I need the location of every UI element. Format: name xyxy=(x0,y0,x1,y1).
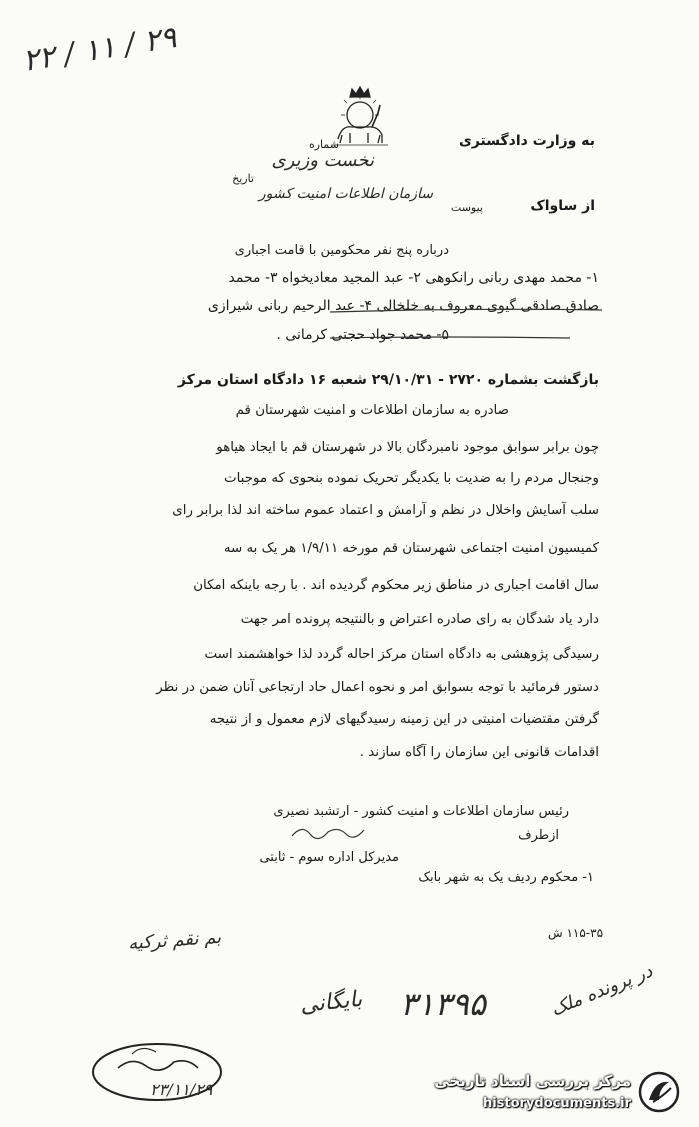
body-line-7: رسیدگی پژوهشی به دادگاه استان مرکز احاله گردد لذا خواهشمند است xyxy=(204,647,599,662)
seal-date: ۲۳/۱۱/۲۹ xyxy=(150,1080,213,1099)
body-line-9: گرفتن مقتضیات امنیتی در این زمینه رسیدگیهای لازم معمول و از نتیجه xyxy=(209,712,599,727)
watermark-logo-icon xyxy=(637,1070,681,1114)
sender-savak: از ساواک xyxy=(530,198,595,214)
signatory-title: رئیس سازمان اطلاعات و امنیت کشور - ارتشبد نصیری xyxy=(273,804,569,819)
body-line-8: دستور فرمائید با توجه بسوابق امر و نحوه اعمال حاد ارتجاعی آنان ضمن در نظر xyxy=(156,680,599,695)
form-code: ۱۱۵-۳۵ ش xyxy=(548,926,604,940)
ministry-recipient: به وزارت دادگستری xyxy=(459,133,595,149)
reference-line-1: بازگشت بشماره ۲۷۲۰ - ۲۹/۱۰/۳۱ شعبه ۱۶ دادگاه استان مرکز xyxy=(177,372,599,388)
office-handwritten: نخست وزیری xyxy=(271,150,374,171)
reference-line-2: صادره به سازمان اطلاعات و امنیت شهرستان قم xyxy=(235,403,509,418)
body-line-10: اقدامات قانونی این سازمان را آگاه سازند . xyxy=(359,745,599,760)
handwritten-right-note: در پرونده ملک xyxy=(547,960,656,1021)
date-label: تاریخ xyxy=(232,172,254,185)
attachment-label: پیوست xyxy=(450,201,483,214)
watermark-title: مرکز بررسی اسناد تاریخی xyxy=(434,1072,631,1090)
number-label: شماره xyxy=(308,138,339,151)
body-line-5: سال اقامت اجباری در مناطق زیر محکوم گردیده اند . با رجه باینکه امکان xyxy=(193,578,599,593)
body-line-2: وجنجال مردم را به ضدیت با یکدیگر تحریک نموده بنحوی که موجبات xyxy=(223,471,599,486)
convict-assignment: ۱- محکوم ردیف یک به شهر بابک xyxy=(418,870,594,885)
watermark-url: historydocuments.ir xyxy=(482,1096,631,1111)
handwritten-archive: بایگانی xyxy=(298,986,364,1019)
body-line-6: دارد یاد شدگان به رای صادره اعتراض و بالنتیجه پرونده امر جهت xyxy=(240,612,599,627)
names-line-2: صادق صادقی گیوی معروف به خلخالی ۴- عبد الرحیم ربانی شیرازی xyxy=(207,298,599,314)
on-behalf-label: ازطرف xyxy=(518,828,559,843)
body-line-1: چون برابر سوابق موجود نامبردگان بالا در شهرستان قم با ایجاد هیاهو xyxy=(216,440,599,455)
org-handwritten: سازمان اطلاعات امنیت کشور xyxy=(258,186,433,202)
small-signature-icon xyxy=(288,820,368,844)
handwritten-date-top: ۲۲ / ۱۱ / ۲۹ xyxy=(20,20,179,79)
handwritten-number: ۳۱۳۹۵ xyxy=(400,985,486,1023)
names-line-1: ۱- محمد مهدی ربانی رانکوهی ۲- عبد المجید معادیخواه ۳- محمد xyxy=(228,270,599,286)
deputy-signatory: مدیرکل اداره سوم - ثابتی xyxy=(259,850,399,865)
subject-line: درباره پنج نفر محکومین با قامت اجباری xyxy=(234,243,449,258)
handwritten-note-left: بم نقم ثرکیه xyxy=(127,926,222,955)
body-line-4: کمیسیون امنیت اجتماعی شهرستان قم مورخه ۱/۹/۱۱ هر یک به سه xyxy=(223,541,599,556)
body-line-3: سلب آسایش واخلال در نظم و آرامش و اعتماد عموم ساخته اند لذا برابر رای xyxy=(172,503,599,518)
watermark xyxy=(407,1066,687,1122)
handwritten-underline xyxy=(330,292,610,342)
names-line-3: ۵- محمد جواد حجتی کرمانی . xyxy=(276,327,449,343)
